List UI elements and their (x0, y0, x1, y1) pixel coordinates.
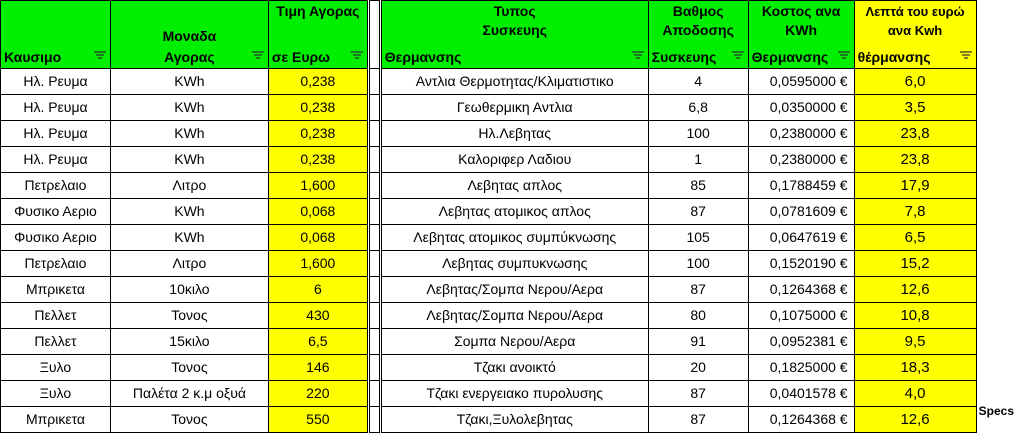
header-unit-top: Μοναδα (110, 1, 268, 47)
cell-unit[interactable]: Τονος (110, 355, 268, 381)
cell-price[interactable]: 0,238 (268, 121, 368, 147)
cell-unit[interactable]: 15κιλο (110, 329, 268, 355)
filter-dropdown-icon[interactable] (94, 51, 106, 61)
cell-price[interactable]: 0,238 (268, 147, 368, 173)
column-separator[interactable] (368, 147, 380, 173)
cell-unit[interactable]: KWh (110, 147, 268, 173)
cell-cost[interactable]: 0,0350000 € (748, 95, 854, 121)
cell-device[interactable]: Αντλια Θερμοτητας/Κλιματιστικο (380, 69, 648, 95)
cell-efficiency[interactable]: 87 (648, 381, 748, 407)
header-row-top (1, 1, 1024, 47)
filter-dropdown-icon[interactable] (838, 51, 850, 61)
cell-efficiency[interactable]: 4 (648, 69, 748, 95)
cell-device[interactable]: Τζακι ενεργειακο πυρολυσης (380, 381, 648, 407)
header-price-top: Τιμη Αγορας (268, 1, 368, 47)
cell-device[interactable]: Τζακι,Ξυλολεβητας (380, 407, 648, 433)
column-separator[interactable] (368, 69, 380, 95)
cell-cost[interactable]: 0,0401578 € (748, 381, 854, 407)
cell-cost[interactable]: 0,1825000 € (748, 355, 854, 381)
cell-device[interactable]: Λεβητας ατομικος απλος (380, 199, 648, 225)
cell-cents[interactable]: 15,2 (854, 251, 976, 277)
cell-cents[interactable]: 12,6 (854, 277, 976, 303)
cell-unit[interactable]: Τονος (110, 303, 268, 329)
cell-device[interactable]: Σομπα Νερου/Αερα (380, 329, 648, 355)
cell-fuel[interactable]: Μπρικετα (1, 277, 111, 303)
blank-margin (976, 1, 1024, 69)
cell-efficiency[interactable]: 100 (648, 121, 748, 147)
cell-fuel[interactable]: Πελλετ (1, 329, 111, 355)
table-row (1, 277, 1024, 303)
cell-fuel[interactable]: Ηλ. Ρευμα (1, 147, 111, 173)
cell-efficiency[interactable]: 91 (648, 329, 748, 355)
header-row-bottom (1, 46, 1024, 69)
cell-price[interactable]: 430 (268, 303, 368, 329)
cell-cents[interactable]: 12,6 (854, 407, 976, 433)
cell-cost[interactable]: 0,1264368 € (748, 407, 854, 433)
cell-fuel[interactable]: Ηλ. Ρευμα (1, 95, 111, 121)
cell-cents[interactable]: 23,8 (854, 121, 976, 147)
filter-dropdown-icon[interactable] (351, 51, 363, 61)
cell-cents[interactable]: 6,5 (854, 225, 976, 251)
table-row (1, 381, 1024, 407)
cell-price[interactable]: 220 (268, 381, 368, 407)
column-separator[interactable] (368, 381, 380, 407)
cell-fuel[interactable]: Πετρελαιο (1, 251, 111, 277)
cell-price[interactable]: 0,068 (268, 199, 368, 225)
cell-cost[interactable]: 0,0647619 € (748, 225, 854, 251)
table-row (1, 251, 1024, 277)
table-row (1, 173, 1024, 199)
cell-efficiency[interactable]: 85 (648, 173, 748, 199)
cell-price[interactable]: 1,600 (268, 251, 368, 277)
header-fuel-top (1, 1, 111, 47)
cell-unit[interactable]: KWh (110, 95, 268, 121)
cell-efficiency[interactable]: 87 (648, 407, 748, 433)
cell-fuel[interactable]: Ξυλο (1, 355, 111, 381)
column-separator[interactable] (368, 407, 380, 433)
filter-dropdown-icon[interactable] (632, 51, 644, 61)
cell-cents[interactable]: 17,9 (854, 173, 976, 199)
column-separator[interactable] (368, 199, 380, 225)
column-separator[interactable] (368, 303, 380, 329)
header-cents[interactable]: θέρμανσης (854, 46, 976, 69)
cell-price[interactable]: 550 (268, 407, 368, 433)
cell-efficiency[interactable]: 6,8 (648, 95, 748, 121)
cell-price[interactable]: 1,600 (268, 173, 368, 199)
cell-price[interactable]: 0,238 (268, 69, 368, 95)
table-row (1, 121, 1024, 147)
header-efficiency-top: Βαθμος Αποδοσης (648, 1, 748, 47)
cell-price[interactable]: 0,068 (268, 225, 368, 251)
table-row (1, 199, 1024, 225)
cell-unit[interactable]: 10κιλο (110, 277, 268, 303)
header-efficiency[interactable]: Συσκευης (648, 46, 748, 69)
header-cents-top: Λεπτά του ευρώ ανα Kwh (854, 1, 976, 47)
cell-device[interactable]: Ηλ.Λεβητας (380, 121, 648, 147)
table-row (1, 355, 1024, 381)
cell-fuel[interactable]: Ξυλο (1, 381, 111, 407)
cell-cents[interactable]: 10,8 (854, 303, 976, 329)
cell-device[interactable]: Τζακι ανοικτό (380, 355, 648, 381)
header-device[interactable]: Θερμανσης (380, 46, 648, 69)
cell-cost[interactable]: 0,2380000 € (748, 147, 854, 173)
cell-cents[interactable]: 18,3 (854, 355, 976, 381)
table-body (1, 69, 1024, 433)
header-cost[interactable]: Θερμανσης (748, 46, 854, 69)
header-cost-top: Κοστος ανα KWh (748, 1, 854, 47)
cell-device[interactable]: Λεβητας ατομικος συμπύκνωσης (380, 225, 648, 251)
cell-unit[interactable]: KWh (110, 199, 268, 225)
cell-cents[interactable]: 3,5 (854, 95, 976, 121)
cell-cost[interactable]: 0,1075000 € (748, 303, 854, 329)
column-separator[interactable] (368, 225, 380, 251)
header-price[interactable]: σε Ευρω (268, 46, 368, 69)
cell-cost[interactable]: 0,1264368 € (748, 277, 854, 303)
cell-unit[interactable]: KWh (110, 69, 268, 95)
cell-unit[interactable]: Παλέτα 2 κ.μ οξυά (110, 381, 268, 407)
cell-cost[interactable]: 0,1520190 € (748, 251, 854, 277)
table-row (1, 329, 1024, 355)
cell-price[interactable]: 0,238 (268, 95, 368, 121)
cell-unit[interactable]: KWh (110, 225, 268, 251)
cell-device[interactable]: Καλοριφερ Λαδιου (380, 147, 648, 173)
watermark: Specs (978, 404, 1014, 418)
column-separator[interactable] (368, 277, 380, 303)
cell-device[interactable]: Λεβητας απλος (380, 173, 648, 199)
cell-device[interactable]: Λεβητας/Σομπα Νερου/Αερα (380, 277, 648, 303)
column-separator[interactable] (368, 173, 380, 199)
cell-price[interactable]: 6 (268, 277, 368, 303)
column-separator[interactable] (368, 355, 380, 381)
column-separator (368, 1, 380, 69)
table-row (1, 303, 1024, 329)
cell-efficiency[interactable]: 87 (648, 199, 748, 225)
cell-cost[interactable]: 0,0952381 € (748, 329, 854, 355)
table-row (1, 147, 1024, 173)
column-separator[interactable] (368, 95, 380, 121)
cell-efficiency[interactable]: 80 (648, 303, 748, 329)
column-separator[interactable] (368, 329, 380, 355)
cell-cost[interactable]: 0,2380000 € (748, 121, 854, 147)
cell-price[interactable]: 146 (268, 355, 368, 381)
cell-price[interactable]: 6,5 (268, 329, 368, 355)
cell-cents[interactable]: 9,5 (854, 329, 976, 355)
header-fuel[interactable]: Καυσιμο (1, 46, 111, 69)
cell-fuel[interactable]: Φυσικο Αεριο (1, 225, 111, 251)
cell-efficiency[interactable]: 105 (648, 225, 748, 251)
table-row (1, 225, 1024, 251)
cell-fuel[interactable]: Πελλετ (1, 303, 111, 329)
cell-fuel[interactable]: Ηλ. Ρευμα (1, 121, 111, 147)
cell-efficiency[interactable]: 20 (648, 355, 748, 381)
cell-fuel[interactable]: Πετρελαιο (1, 173, 111, 199)
cell-device[interactable]: Γεωθερμικη Αντλια (380, 95, 648, 121)
cell-device[interactable]: Λεβητας συμπυκνωσης (380, 251, 648, 277)
column-separator[interactable] (368, 121, 380, 147)
cell-cents[interactable]: 4,0 (854, 381, 976, 407)
cell-cents[interactable]: 6,0 (854, 69, 976, 95)
cell-cost[interactable]: 0,0595000 € (748, 69, 854, 95)
header-unit[interactable]: Αγορας (110, 46, 268, 69)
table-row (1, 69, 1024, 95)
cell-unit[interactable]: Λιτρο (110, 173, 268, 199)
cell-cents[interactable]: 23,8 (854, 147, 976, 173)
filter-dropdown-icon[interactable] (252, 51, 264, 61)
filter-dropdown-icon[interactable] (732, 51, 744, 61)
cell-cents[interactable]: 7,8 (854, 199, 976, 225)
filter-dropdown-icon[interactable] (960, 51, 972, 61)
cell-cost[interactable]: 0,0781609 € (748, 199, 854, 225)
cell-device[interactable]: Λεβητας/Σομπα Νερου/Αερα (380, 303, 648, 329)
table-row (1, 95, 1024, 121)
column-separator[interactable] (368, 251, 380, 277)
cell-unit[interactable]: Λιτρο (110, 251, 268, 277)
cell-efficiency[interactable]: 87 (648, 277, 748, 303)
header-device-top: Τυπος Συσκευης (380, 1, 648, 47)
cell-fuel[interactable]: Μπρικετα (1, 407, 111, 433)
cell-cost[interactable]: 0,1788459 € (748, 173, 854, 199)
cell-unit[interactable]: Τονος (110, 407, 268, 433)
cell-efficiency[interactable]: 100 (648, 251, 748, 277)
cell-fuel[interactable]: Φυσικο Αεριο (1, 199, 111, 225)
cell-fuel[interactable]: Ηλ. Ρευμα (1, 69, 111, 95)
table-row (1, 407, 1024, 433)
cell-efficiency[interactable]: 1 (648, 147, 748, 173)
cell-unit[interactable]: KWh (110, 121, 268, 147)
